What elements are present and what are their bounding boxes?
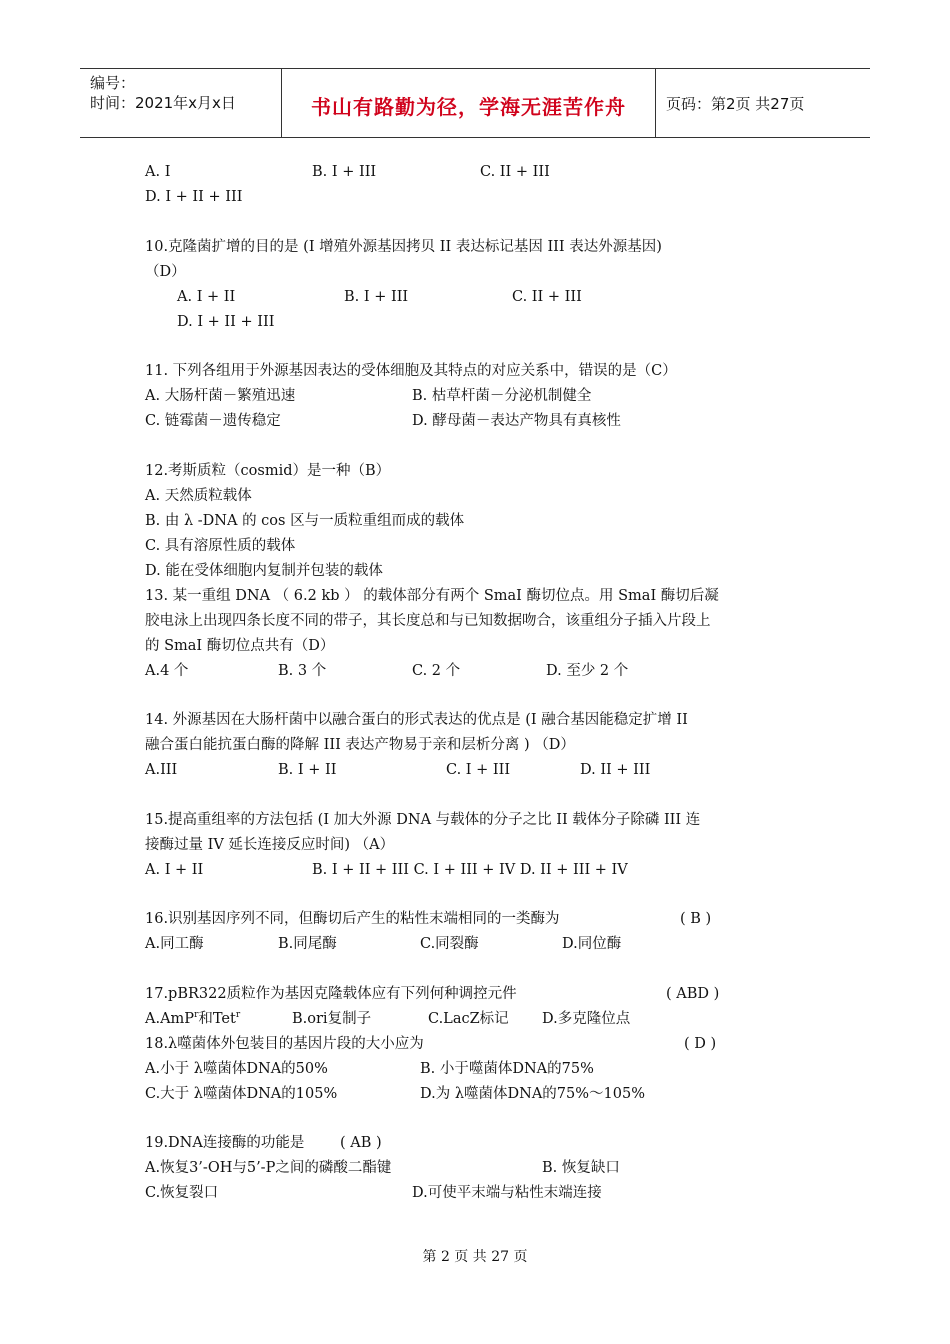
q19-stem: 19.DNA连接酶的功能是 (145, 1135, 305, 1151)
q13-opt-b: B. 3 个 (278, 663, 327, 679)
q9-opt-b: B. I + III (312, 164, 377, 180)
q10-opt-d: D. I + II + III (177, 314, 275, 330)
q15-opt-bcd: B. I + II + III C. I + III + IV D. II + III + IV (312, 862, 628, 878)
q9-opt-a: A. I (145, 164, 171, 180)
q16-opt-a: A.同工酶 (145, 936, 204, 952)
q11-opt-c: C. 链霉菌－遗传稳定 (145, 413, 281, 429)
q9-opt-c: C. II + III (480, 164, 550, 180)
q11-opt-d: D. 酵母菌－表达产物具有真核性 (412, 413, 621, 429)
q9-opt-d: D. I + II + III (145, 189, 243, 205)
q13-stem-line3: 的 SmaI 酶切位点共有（D） (145, 638, 335, 654)
page-footer: 第 2 页 共 27 页 (422, 1249, 528, 1265)
q14-opt-b: B. I + II (278, 762, 337, 778)
q17-opt-d: D.多克隆位点 (542, 1011, 631, 1027)
q17-answer: ( ABD ) (666, 986, 720, 1002)
q15-opt-a: A. I + II (145, 862, 204, 878)
header-page-info: 页码：第2页 共27页 (666, 95, 805, 113)
q12-opt-c: C. 具有溶原性质的载体 (145, 538, 296, 554)
document-number-label: 编号： (90, 74, 136, 92)
q10-opt-c: C. II + III (512, 289, 582, 305)
q18-stem: 18.λ噬菌体外包装目的基因片段的大小应为 (145, 1036, 424, 1052)
q16-opt-b: B.同尾酶 (278, 936, 337, 952)
q15-stem-line2: 接酶过量 IV 延长连接反应时间) （A） (145, 837, 395, 853)
q16-opt-c: C.同裂酶 (420, 936, 479, 952)
q13-opt-a: A.4 个 (145, 663, 189, 679)
q16-stem: 16.识别基因序列不同，但酶切后产生的粘性末端相同的一类酶为 (145, 911, 560, 927)
q12-opt-a: A. 天然质粒载体 (145, 488, 252, 504)
q18-opt-d: D.为 λ噬菌体DNA的75%～105% (420, 1086, 645, 1102)
q10-opt-b: B. I + III (344, 289, 409, 305)
q13-opt-c: C. 2 个 (412, 663, 461, 679)
q18-opt-a: A.小于 λ噬菌体DNA的50% (145, 1061, 328, 1077)
q11-stem: 11. 下列各组用于外源基因表达的受体细胞及其特点的对应关系中，错误的是（C） (145, 363, 677, 379)
document-date: 时间：2021年x月x日 (90, 94, 236, 112)
q19-opt-d: D.可使平末端与粘性末端连接 (412, 1185, 602, 1201)
q17-opt-a: A.AmP$^r$和Tet$^r$ (145, 1010, 241, 1027)
q14-stem-line2: 融合蛋白能抗蛋白酶的降解 III 表达产物易于亲和层析分离 ) （D） (145, 737, 575, 753)
q10-opt-a: A. I + II (177, 289, 236, 305)
q17-stem: 17.pBR322质粒作为基因克隆载体应有下列何种调控元件 (145, 986, 517, 1002)
q12-opt-d: D. 能在受体细胞内复制并包装的载体 (145, 563, 383, 579)
q17-opt-c: C.LacZ标记 (428, 1011, 509, 1027)
q18-opt-c: C.大于 λ噬菌体DNA的105% (145, 1086, 338, 1102)
q13-stem-line2: 胶电泳上出现四条长度不同的带子，其长度总和与已知数据吻合，该重组分子插入片段上 (145, 613, 711, 629)
q13-opt-d: D. 至少 2 个 (546, 663, 629, 679)
q14-opt-c: C. I + III (446, 762, 511, 778)
q11-opt-b: B. 枯草杆菌－分泌机制健全 (412, 388, 592, 404)
q12-opt-b: B. 由 λ -DNA 的 cos 区与一质粒重组而成的载体 (145, 513, 465, 529)
q15-stem-line1: 15.提高重组率的方法包括 (I 加大外源 DNA 与载体的分子之比 II 载体分子除磷 III 连 (145, 812, 701, 828)
header-motto: 书山有路勤为径，学海无涯苦作舟 (311, 95, 626, 119)
q10-stem-line1: 10.克隆菌扩增的目的是 (I 增殖外源基因拷贝 II 表达标记基因 III 表达外源基因) (145, 239, 662, 255)
q11-opt-a: A. 大肠杆菌－繁殖迅速 (145, 388, 296, 404)
q14-opt-a: A.III (145, 762, 178, 778)
q19-answer: ( AB ) (340, 1135, 382, 1151)
q10-stem-line2: （D） (145, 264, 186, 280)
q16-opt-d: D.同位酶 (562, 936, 622, 952)
q14-stem-line1: 14. 外源基因在大肠杆菌中以融合蛋白的形式表达的优点是 (I 融合基因能稳定扩增 II (145, 712, 688, 728)
q17-opt-b: B.ori复制子 (292, 1011, 372, 1027)
q18-answer: ( D ) (684, 1036, 717, 1052)
q19-opt-b: B. 恢复缺口 (542, 1160, 620, 1176)
q12-stem: 12.考斯质粒（cosmid）是一种（B） (145, 463, 391, 479)
q14-opt-d: D. II + III (580, 762, 651, 778)
q19-opt-a: A.恢复3’-OH与5’-P之间的磷酸二酯键 (145, 1160, 392, 1176)
q19-opt-c: C.恢复裂口 (145, 1185, 219, 1201)
q16-answer: ( B ) (680, 911, 712, 927)
q18-opt-b: B. 小于噬菌体DNA的75% (420, 1061, 594, 1077)
q13-stem-line1: 13. 某一重组 DNA （ 6.2 kb ） 的载体部分有两个 SmaI 酶切位点。用 SmaI 酶切后凝 (145, 588, 719, 604)
